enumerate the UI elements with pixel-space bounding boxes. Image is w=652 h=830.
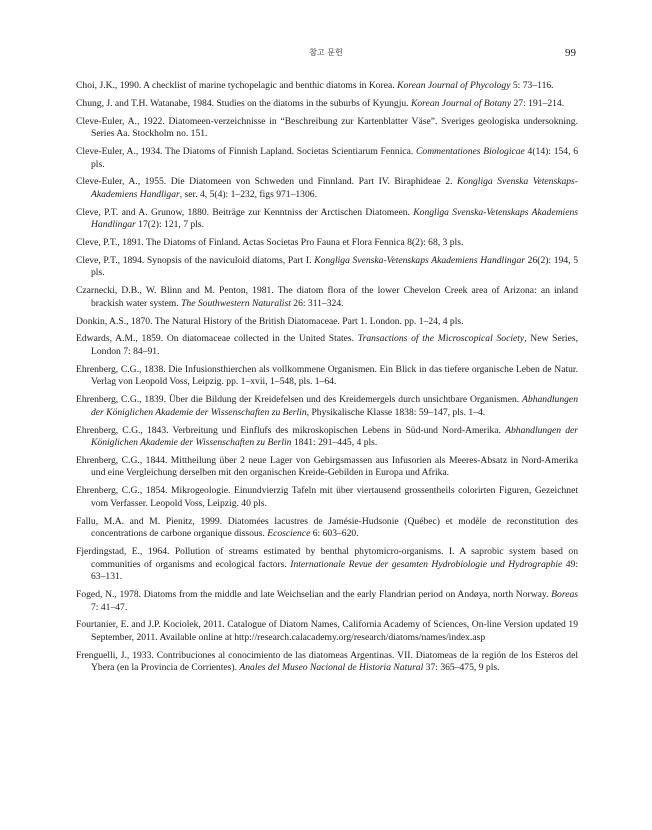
reference-publication: Internationale Revue der gesamten Hydrobiologie und Hydrographie: [290, 558, 563, 570]
reference-text: 1841: 291–445, 4 pls.: [291, 437, 378, 449]
reference-text: Chung, J. and T.H. Watanabe, 1984. Studies on the diatoms in the suburbs of Kyungju.: [76, 97, 411, 109]
reference-text: 5: 73–116.: [510, 80, 554, 91]
reference-text: Czarnecki, D.B., W. Blinn and M. Penton, 1981. The diatom flora of the lower Chevelon Creek area of Arizona: an inland brackish water system.: [76, 285, 578, 309]
reference-text: Cleve, P.T., 1891. The Diatoms of Finland. Actas Societas Pro Fauna et Flora Fennica 8(2): 68, 3 pls.: [76, 237, 464, 249]
reference-text: Fourtanier, E. and J.P. Kociolek, 2011. Catalogue of Diatom Names, California Academy of Sciences, On-line Version updated 19 September, 2011. Available online at http://research.calacademy.org/research/diatoms/names/index.asp: [76, 619, 578, 643]
reference-entry: [76, 207, 578, 232]
reference-text: 6: 603–620.: [310, 528, 359, 540]
reference-text: Choi, J.K., 1990. A checklist of marine tychopelagic and benthic diatoms in Korea.: [76, 80, 398, 91]
reference-text: Ehrenberg, C.G., 1844. Mittheilung über 2 neue Lager von Gebirgsmassen aus Infusorien als Meeres-Absatz in Nord-Amerika und eine Vergleichung derselben mit den organischen Kreide-Gebilden in Europa und Afrika.: [76, 454, 578, 479]
reference-publication: Korean Journal of Botany: [410, 97, 512, 109]
reference-text: Ehrenberg, C.G., 1843. Verbreitung und Einflufs des mikroskopischen Lebens in Süd-und Nord-Amerika.: [76, 424, 506, 436]
reference-text: , ser. 4, 5(4): 1–232, figs 971–1306.: [179, 188, 317, 200]
reference-text: 26: 311–324.: [290, 297, 344, 309]
reference-publication: Kongliga Svenska-Vetenskaps Akademiens Handlingar: [314, 254, 525, 266]
reference-text: Donkin, A.S., 1870. The Natural History of the British Diatomaceae. Part 1. London. pp. 1–24, 4 pls.: [76, 315, 464, 327]
reference-entry: [76, 285, 578, 310]
reference-text: Fjerdingstad, E., 1964. Pollution of streams estimated by benthal phytomicro-organisms. I. A saprobic system based on communities of organisms and ecological factors.: [76, 546, 578, 570]
reference-text: Frenguelli, J., 1933. Contribuciones al conocimiento de las diatomeas Argentinas. VII. Diatomeas de la región de los Esteros del Ybera (en la Provincia de Corrientes).: [76, 649, 578, 674]
reference-list: [76, 80, 578, 680]
reference-publication: Kongliga Svenska-Vetenskaps Akademiens Handlingar: [91, 206, 578, 231]
reference-text: 17(2): 121, 7 pls.: [135, 219, 205, 231]
reference-text: 49: 63–131.: [91, 558, 578, 583]
page-header: [0, 46, 652, 62]
reference-text: Cleve-Euler, A., 1934. The Diatoms of Finnish Lapland. Societas Scientiarum Fennica.: [76, 145, 417, 157]
reference-entry: [76, 589, 578, 614]
reference-text: 7: 41–47.: [91, 601, 128, 613]
reference-text: Edwards, A.M., 1859. On diatomaceae collected in the United States.: [76, 333, 358, 345]
reference-publication: Kongliga Svenska Vetenskaps-Akademiens Handligar: [91, 176, 578, 200]
reference-entry: [76, 546, 578, 584]
reference-entry: [76, 650, 578, 675]
reference-text: 27: 191–214.: [511, 97, 565, 109]
reference-text: Ehrenberg, C.G., 1854. Mikrogeologie. Einundvierzig Tafeln mit über viertausend grossentheils colorirten Figuren, Gezeichnet vom Verfasser. Leopold Voss, Leipzig. 40 pls.: [76, 485, 578, 509]
reference-entry: [76, 316, 578, 329]
reference-entry: [76, 146, 578, 171]
reference-text: , Physikalische Klasse 1838: 59–147, pls. 1–4.: [306, 406, 486, 418]
running-title: 참고 문헌: [309, 48, 343, 57]
reference-entry: [76, 485, 578, 510]
reference-publication: Boreas: [551, 588, 578, 600]
reference-text: Cleve-Euler, A., 1955. Die Diatomeen von Schweden und Finnland. Part IV. Biraphideae 2.: [76, 176, 458, 188]
reference-entry: [76, 516, 578, 541]
reference-entry: [76, 619, 578, 644]
reference-publication: Korean Journal of Phycology: [397, 80, 511, 91]
reference-text: , New Series, London 7: 84–91.: [91, 333, 578, 357]
reference-text: Cleve, P.T., 1894. Synopsis of the naviculoid diatoms, Part I.: [76, 254, 315, 266]
reference-entry: [76, 237, 578, 250]
reference-entry: [76, 333, 578, 358]
reference-publication: Abhandlungen der Königlichen Akademie der Wissenschaften zu Berlin: [91, 424, 578, 449]
reference-publication: Anales del Museo Nacional de Historia Natural: [239, 662, 424, 674]
reference-publication: Commentationes Biologicae: [416, 145, 525, 157]
reference-publication: Abhandlungen der Königlichen Akademie der Wissenschaften zu Berlin: [91, 394, 578, 418]
reference-text: Ehrenberg, C.G., 1839. Über die Bildung der Kreidefelsen und des Kreidemergels durch unsichtbare Organismen.: [76, 394, 523, 406]
reference-entry: [76, 176, 578, 201]
reference-text: Ehrenberg, C.G., 1838. Die Infusionsthierchen als vollkommene Organismen. Ein Blick in das tiefere organische Leben de Natur. Verlag von Leopold Voss, Leipzig. pp. 1–xvii, 1–548, pls. 1–64.: [76, 363, 578, 388]
reference-entry: [76, 98, 578, 111]
page-number: 99: [565, 47, 576, 59]
reference-publication: The Southwestern Naturalist: [181, 297, 291, 309]
reference-text: 4(14): 154, 6 pls.: [91, 145, 579, 170]
reference-entry: [76, 80, 578, 93]
reference-text: Cleve-Euler, A., 1922. Diatomeen-verzeichnisse in “Beschreibung zur Kartenblatter Väse”. Sveriges geologiska undersokning. Series Aa. Stockholm no. 151.: [76, 115, 578, 140]
reference-entry: [76, 116, 578, 141]
reference-entry: [76, 255, 578, 280]
reference-text: Foged, N., 1978. Diatoms from the middle and late Weichselian and the early Flandrian period on Andøya, north Norway.: [76, 588, 552, 600]
reference-entry: [76, 394, 578, 419]
reference-entry: [76, 364, 578, 389]
reference-publication: Ecoscience: [267, 528, 311, 540]
reference-text: 26(2): 194, 5 pls.: [91, 254, 578, 279]
reference-entry: [76, 455, 578, 480]
reference-text: Fallu, M.A. and M. Pienitz, 1999. Diatomées lacustres de Jamésie-Hudsonie (Québec) et modèle de reconstitution des concentrations de carbone organique dissous.: [76, 515, 578, 540]
reference-entry: [76, 425, 578, 450]
reference-publication: Transactions of the Microscopical Society: [357, 333, 525, 345]
reference-text: Cleve, P.T. and A. Grunow, 1880. Beiträge zur Kenntniss der Arctischen Diatomeen.: [76, 206, 414, 218]
reference-text: 37: 365–475, 9 pls.: [423, 662, 500, 674]
